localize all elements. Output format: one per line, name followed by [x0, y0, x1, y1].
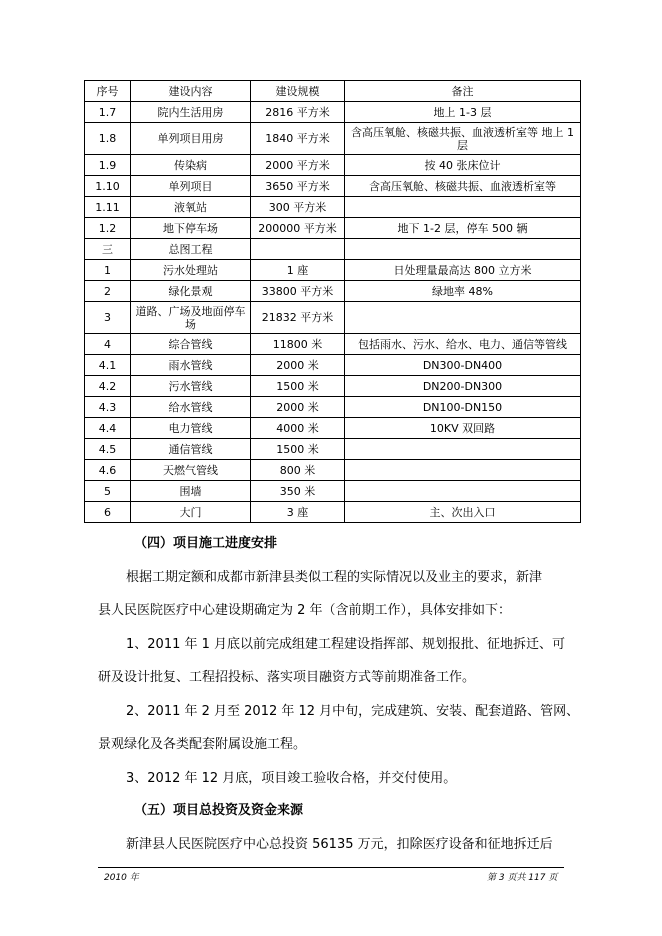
- cell-index: 1.11: [85, 197, 131, 218]
- cell-content: 总图工程: [131, 239, 251, 260]
- cell-scale: 2000 米: [251, 397, 345, 418]
- cell-index: 1.9: [85, 155, 131, 176]
- cell-index: 三: [85, 239, 131, 260]
- footer-year: 2010 年: [104, 873, 139, 883]
- cell-scale: 2000 平方米: [251, 155, 345, 176]
- cell-index: 3: [85, 302, 131, 334]
- cell-scale: 2000 米: [251, 355, 345, 376]
- table-row: [85, 123, 581, 155]
- cell-content: 给水管线: [131, 397, 251, 418]
- cell-remark: 主、次出入口: [345, 502, 581, 523]
- cell-remark: 绿地率 48%: [345, 281, 581, 302]
- table-row: [85, 260, 581, 281]
- cell-content: 地下停车场: [131, 218, 251, 239]
- cell-scale: 4000 米: [251, 418, 345, 439]
- table-row: [85, 155, 581, 176]
- table-row: [85, 176, 581, 197]
- cell-remark: [345, 481, 581, 502]
- cell-content: 道路、广场及地面停车场: [131, 302, 251, 334]
- cell-remark: [345, 439, 581, 460]
- cell-index: 6: [85, 502, 131, 523]
- cell-scale: 1500 米: [251, 439, 345, 460]
- cell-remark: 地上 1-3 层: [345, 102, 581, 123]
- cell-content: 污水管线: [131, 376, 251, 397]
- cell-scale: 350 米: [251, 481, 345, 502]
- cell-content: 单列项目用房: [131, 123, 251, 155]
- cell-content: 绿化景观: [131, 281, 251, 302]
- cell-content: 电力管线: [131, 418, 251, 439]
- cell-remark: 地下 1-2 层，停车 500 辆: [345, 218, 581, 239]
- cell-scale: 33800 平方米: [251, 281, 345, 302]
- cell-scale: 800 米: [251, 460, 345, 481]
- footer-divider: [98, 867, 564, 868]
- header-remark: 备注: [345, 81, 581, 102]
- cell-remark: 含高压氧舱、核磁共振、血液透析室等: [345, 176, 581, 197]
- table-row: [85, 239, 581, 260]
- cell-index: 1.2: [85, 218, 131, 239]
- cell-scale: [251, 239, 345, 260]
- schedule-item-2-line-2: 景观绿化及各类配套附属设施工程。: [98, 737, 307, 752]
- cell-remark: DN300-DN400: [345, 355, 581, 376]
- cell-remark: 10KV 双回路: [345, 418, 581, 439]
- cell-scale: 21832 平方米: [251, 302, 345, 334]
- cell-remark: [345, 197, 581, 218]
- table-row: [85, 197, 581, 218]
- cell-scale: 1500 米: [251, 376, 345, 397]
- cell-index: 1.10: [85, 176, 131, 197]
- table-row: [85, 376, 581, 397]
- cell-content: 围墙: [131, 481, 251, 502]
- cell-remark: DN100-DN150: [345, 397, 581, 418]
- cell-content: 综合管线: [131, 334, 251, 355]
- cell-scale: 11800 米: [251, 334, 345, 355]
- header-scale: 建设规模: [251, 81, 345, 102]
- cell-content: 大门: [131, 502, 251, 523]
- cell-content: 通信管线: [131, 439, 251, 460]
- cell-scale: 2816 平方米: [251, 102, 345, 123]
- table-row: [85, 334, 581, 355]
- section-4-heading: （四）项目施工进度安排: [134, 536, 278, 551]
- table-row: [85, 418, 581, 439]
- cell-content: 液氧站: [131, 197, 251, 218]
- cell-content: 传染病: [131, 155, 251, 176]
- cell-remark: 包括雨水、污水、给水、电力、通信等管线: [345, 334, 581, 355]
- cell-remark: 按 40 张床位计: [345, 155, 581, 176]
- cell-index: 4.6: [85, 460, 131, 481]
- table-row: [85, 218, 581, 239]
- cell-index: 4: [85, 334, 131, 355]
- cell-index: 4.3: [85, 397, 131, 418]
- header-index: 序号: [85, 81, 131, 102]
- cell-scale: 200000 平方米: [251, 218, 345, 239]
- cell-index: 2: [85, 281, 131, 302]
- cell-scale: 3 座: [251, 502, 345, 523]
- cell-index: 4.2: [85, 376, 131, 397]
- cell-index: 4.1: [85, 355, 131, 376]
- table-row: [85, 302, 581, 334]
- table-body: [85, 102, 581, 523]
- cell-index: 4.4: [85, 418, 131, 439]
- cell-remark: [345, 239, 581, 260]
- cell-scale: 1 座: [251, 260, 345, 281]
- footer-page-number: 第 3 页共 117 页: [487, 873, 558, 883]
- cell-content: 天燃气管线: [131, 460, 251, 481]
- table-row: [85, 355, 581, 376]
- cell-scale: 1840 平方米: [251, 123, 345, 155]
- schedule-item-2-line-1: 2、2011 年 2 月至 2012 年 12 月中旬，完成建筑、安装、配套道路、管网、: [126, 704, 580, 719]
- table-row: [85, 281, 581, 302]
- construction-scale-table: [84, 80, 581, 523]
- cell-remark: DN200-DN300: [345, 376, 581, 397]
- table-row: [85, 397, 581, 418]
- schedule-item-1-line-2: 研及设计批复、工程招投标、落实项目融资方式等前期准备工作。: [98, 670, 476, 685]
- cell-scale: 3650 平方米: [251, 176, 345, 197]
- cell-scale: 300 平方米: [251, 197, 345, 218]
- cell-content: 雨水管线: [131, 355, 251, 376]
- cell-remark: 含高压氧舱、核磁共振、血液透析室等 地上 1 层: [345, 123, 581, 155]
- table-row: [85, 102, 581, 123]
- cell-remark: [345, 302, 581, 334]
- cell-remark: [345, 460, 581, 481]
- cell-content: 院内生活用房: [131, 102, 251, 123]
- table-row: [85, 439, 581, 460]
- table-row: [85, 481, 581, 502]
- cell-index: 1.7: [85, 102, 131, 123]
- table-row: [85, 460, 581, 481]
- cell-index: 1: [85, 260, 131, 281]
- cell-index: 1.8: [85, 123, 131, 155]
- schedule-item-1-line-1: 1、2011 年 1 月底以前完成组建工程建设指挥部、规划报批、征地拆迁、可: [126, 637, 566, 652]
- section-4-para-line-1: 根据工期定额和成都市新津县类似工程的实际情况以及业主的要求，新津: [126, 570, 543, 585]
- cell-index: 4.5: [85, 439, 131, 460]
- header-content: 建设内容: [131, 81, 251, 102]
- section-5-heading: （五）项目总投资及资金来源: [134, 803, 304, 818]
- cell-content: 单列项目: [131, 176, 251, 197]
- cell-index: 5: [85, 481, 131, 502]
- section-5-para-line-1: 新津县人民医院医疗中心总投资 56135 万元，扣除医疗设备和征地拆迁后: [126, 837, 553, 852]
- cell-content: 污水处理站: [131, 260, 251, 281]
- cell-remark: 日处理量最高达 800 立方米: [345, 260, 581, 281]
- table-header-row: [85, 81, 581, 102]
- section-4-para-line-2: 县人民医院医疗中心建设期确定为 2 年（含前期工作），具体安排如下：: [98, 603, 512, 618]
- schedule-item-3: 3、2012 年 12 月底，项目竣工验收合格，并交付使用。: [126, 771, 457, 786]
- table-row: [85, 502, 581, 523]
